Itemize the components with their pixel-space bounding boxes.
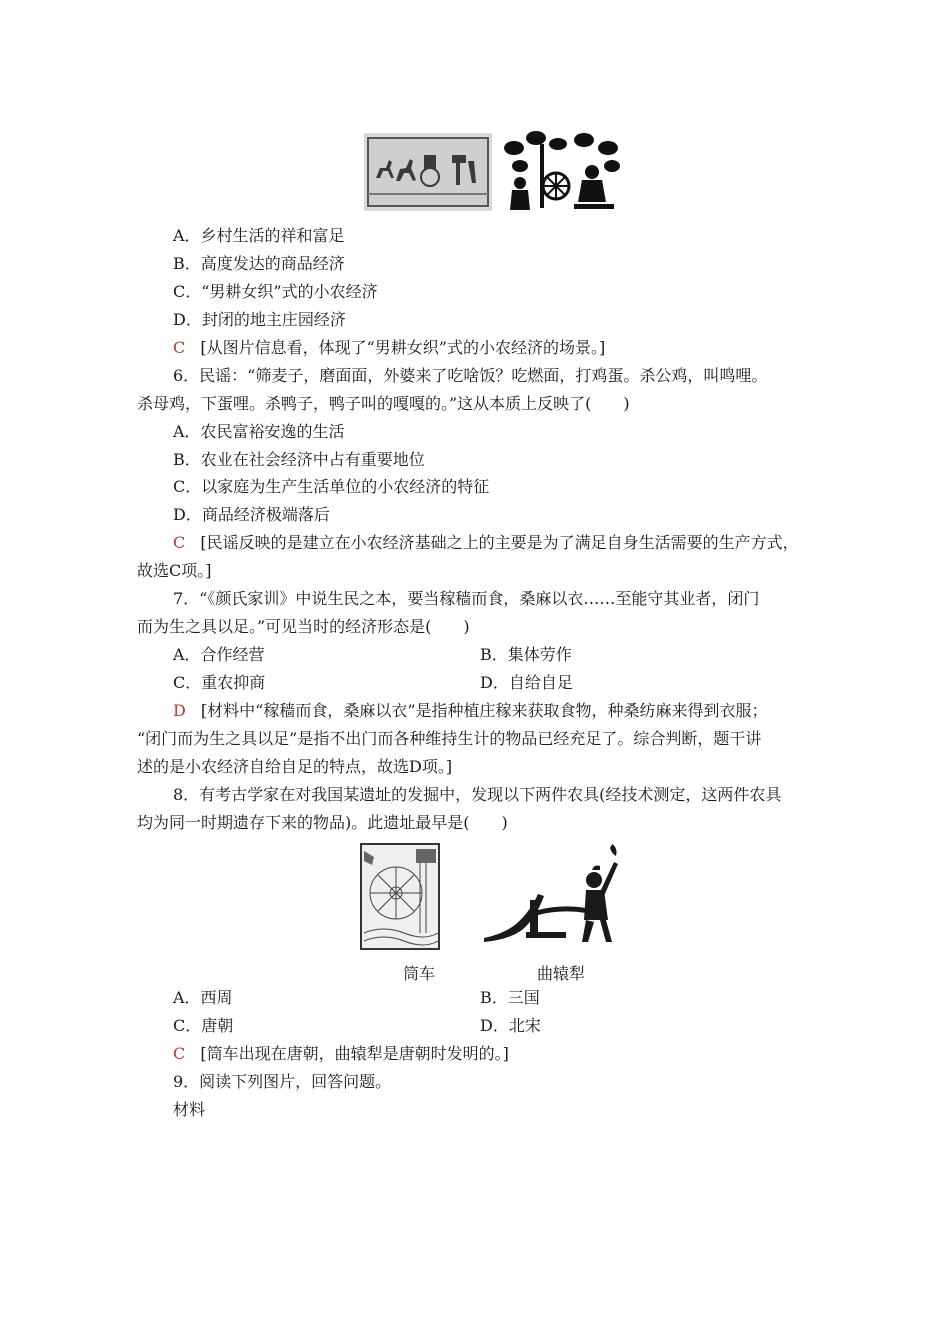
q7-explanation-line1: [材料中“稼穑而食，桑麻以衣”是指种植庄稼来获取食物，种桑纺麻来得到衣服； <box>200 701 768 720</box>
q5-answer-letter: C <box>173 338 186 357</box>
q7-option-d: D．自给自足 <box>480 673 573 692</box>
q7-answer <box>173 701 768 721</box>
q6-stem-line1: 6．民谣：“筛麦子，磨面面，外婆来了吃啥饭？吃燃面，打鸡蛋。杀公鸡，叫鸣哩。 <box>173 366 768 385</box>
stone-relief-image <box>364 133 492 211</box>
q8-stem-line2: 均为同一时期遗存下来的物品)。此遗址最早是( ) <box>137 813 508 832</box>
q5-explanation: [从图片信息看，体现了“男耕女织”式的小农经济的场景。] <box>200 338 606 357</box>
q8-option-d: D．北宋 <box>480 1016 541 1035</box>
caption-waterwheel: 筒车 <box>403 964 436 983</box>
q7-explanation-line2: “闭门而为生之具以足”是指不出门而各种维持生计的物品已经充足了。综合判断，题干讲 <box>137 729 762 748</box>
q7-explanation-line3: 述的是小农经济自给自足的特点，故选D项。] <box>137 757 453 776</box>
q6-explanation-line2: 故选C项。] <box>137 561 212 580</box>
q5-option-c: C．“男耕女织”式的小农经济 <box>173 282 378 301</box>
q8-explanation: [筒车出现在唐朝，曲辕犁是唐朝时发明的。] <box>200 1044 509 1063</box>
q8-stem-line1: 8．有考古学家在对我国某遗址的发掘中，发现以下两件农具(经技术测定，这两件农具 <box>173 785 782 804</box>
q7-stem-line2: 而为生之具以足。”可见当时的经济形态是( ) <box>137 617 470 636</box>
q9-stem: 9．阅读下列图片，回答问题。 <box>173 1072 392 1091</box>
caption-curved-plough: 曲辕犁 <box>537 964 586 983</box>
q6-stem-line2: 杀母鸡，下蛋哩。杀鸭子，鸭子叫的嘎嘎的。”这从本质上反映了( ) <box>137 394 630 413</box>
q8-option-c: C．唐朝 <box>173 1016 234 1035</box>
q9-material-label: 材料 <box>173 1100 206 1119</box>
q7-stem-line1: 7．“《颜氏家训》中说生民之本，要当稼穑而食，桑麻以衣……至能守其业者，闭门 <box>173 589 760 608</box>
q5-option-d: D．封闭的地主庄园经济 <box>173 310 346 329</box>
waterwheel-image <box>360 843 440 950</box>
q6-explanation-line1: [民谣反映的是建立在小农经济基础之上的主要是为了满足自身生活需要的生产方式， <box>200 533 799 552</box>
q7-answer-letter: D <box>173 701 186 720</box>
q8-option-b: B．三国 <box>480 988 540 1007</box>
q8-option-a: A．西周 <box>173 988 233 1007</box>
q6-option-b: B．农业在社会经济中占有重要地位 <box>173 450 425 469</box>
q5-option-b: B．高度发达的商品经济 <box>173 254 345 273</box>
q7-option-c: C．重农抑商 <box>173 673 266 692</box>
q6-option-c: C．以家庭为生产生活单位的小农经济的特征 <box>173 477 490 496</box>
q5-answer <box>173 338 605 358</box>
q6-option-a: A．农民富裕安逸的生活 <box>173 422 345 441</box>
q6-answer <box>173 533 799 553</box>
q5-option-a: A．乡村生活的祥和富足 <box>173 226 345 245</box>
curved-plough-image <box>482 838 630 946</box>
q7-option-b: B．集体劳作 <box>480 645 572 664</box>
q7-option-a: A．合作经营 <box>173 645 265 664</box>
q6-answer-letter: C <box>173 533 186 552</box>
papercut-weaving-image <box>500 128 625 211</box>
q6-option-d: D．商品经济极端落后 <box>173 505 330 524</box>
q8-answer <box>173 1044 509 1064</box>
q8-answer-letter: C <box>173 1044 186 1063</box>
